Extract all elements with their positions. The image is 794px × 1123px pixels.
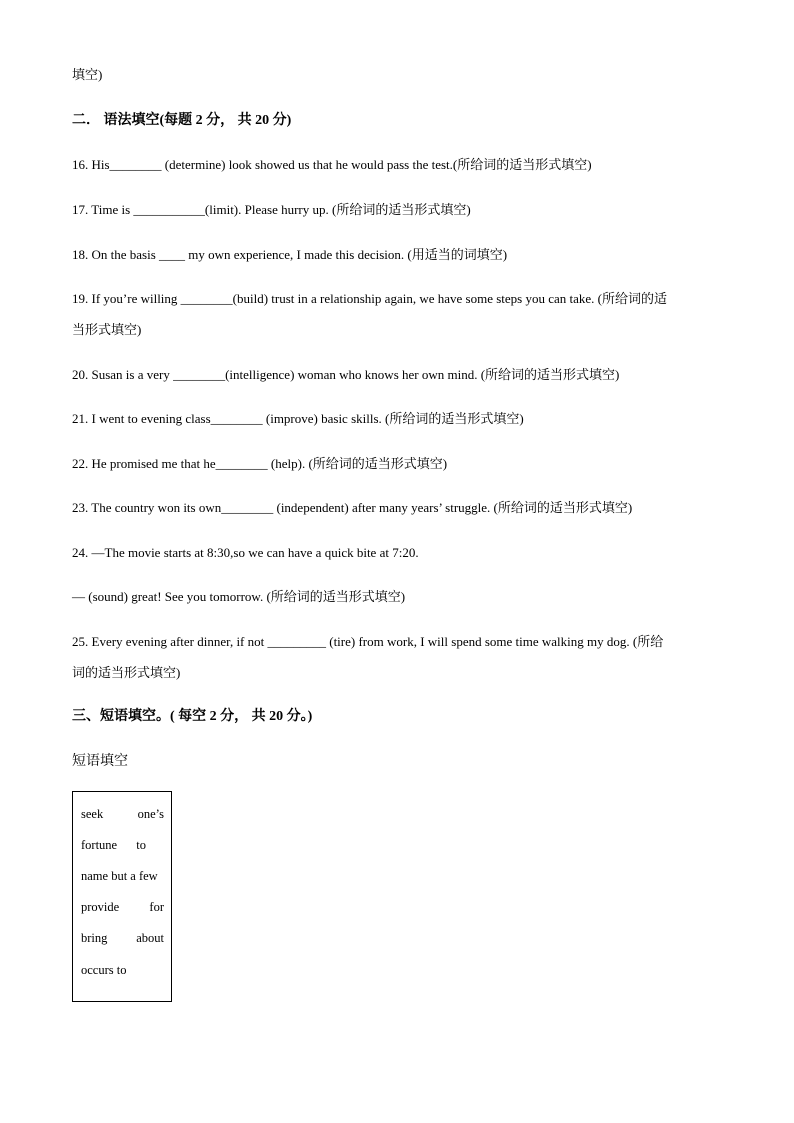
word-box-row (81, 899, 164, 915)
word-box-row (81, 930, 164, 946)
word-box-row (81, 868, 164, 884)
word-box-word: provide (81, 900, 120, 914)
question-17: 17. Time is ___________(limit). Please hurry up. (所给词的适当形式填空) (72, 202, 471, 217)
section-2-heading: 二． 语法填空(每题 2 分， 共 20 分) (72, 113, 292, 128)
word-box-word: for (149, 900, 164, 914)
question-16: 16. His________ (determine) look showed us that he would pass the test.(所给词的适当形式填空) (72, 157, 592, 172)
word-box-word: occurs to (81, 963, 127, 977)
word-box-word: about (136, 931, 164, 945)
question-24-reply: — (sound) great! See you tomorrow. (所给词的适当形式填空) (72, 589, 406, 604)
word-box-word: bring (81, 931, 108, 945)
word-box-word: one’s (137, 807, 164, 821)
question-25-continued: 词的适当形式填空) (72, 665, 181, 680)
continuation-text: 填空) (72, 67, 103, 82)
question-21: 21. I went to evening class________ (improve) basic skills. (所给词的适当形式填空) (72, 411, 524, 426)
section-3-heading: 三、短语填空。( 每空 2 分， 共 20 分。) (72, 709, 313, 724)
question-24: 24. —The movie starts at 8:30,so we can have a quick bite at 7:20. (72, 545, 419, 560)
question-19-continued: 当形式填空) (72, 322, 142, 337)
word-box-row (81, 806, 164, 822)
word-box-word: fortune (81, 838, 118, 852)
word-box-word: to (136, 838, 146, 852)
question-18: 18. On the basis ____ my own experience, I made this decision. (用适当的词填空) (72, 247, 508, 262)
word-box-row (81, 837, 164, 853)
word-box-word: seek (81, 807, 104, 821)
question-20: 20. Susan is a very ________(intelligence) woman who knows her own mind. (所给词的适当形式填空) (72, 367, 620, 382)
question-25: 25. Every evening after dinner, if not _________ (tire) from work, I will spend some time walking my dog. (所给 (72, 634, 664, 649)
phrase-word-box (72, 791, 172, 1002)
word-box-row (81, 962, 164, 978)
question-23: 23. The country won its own________ (independent) after many years’ struggle. (所给词的适当形式填空) (72, 500, 633, 515)
question-22: 22. He promised me that he________ (help). (所给词的适当形式填空) (72, 456, 448, 471)
question-19: 19. If you’re willing ________(build) trust in a relationship again, we have some steps you can take. (所给词的适 (72, 291, 667, 306)
section-3-subtitle: 短语填空 (72, 754, 128, 769)
word-box-word: name but a few (81, 869, 158, 883)
